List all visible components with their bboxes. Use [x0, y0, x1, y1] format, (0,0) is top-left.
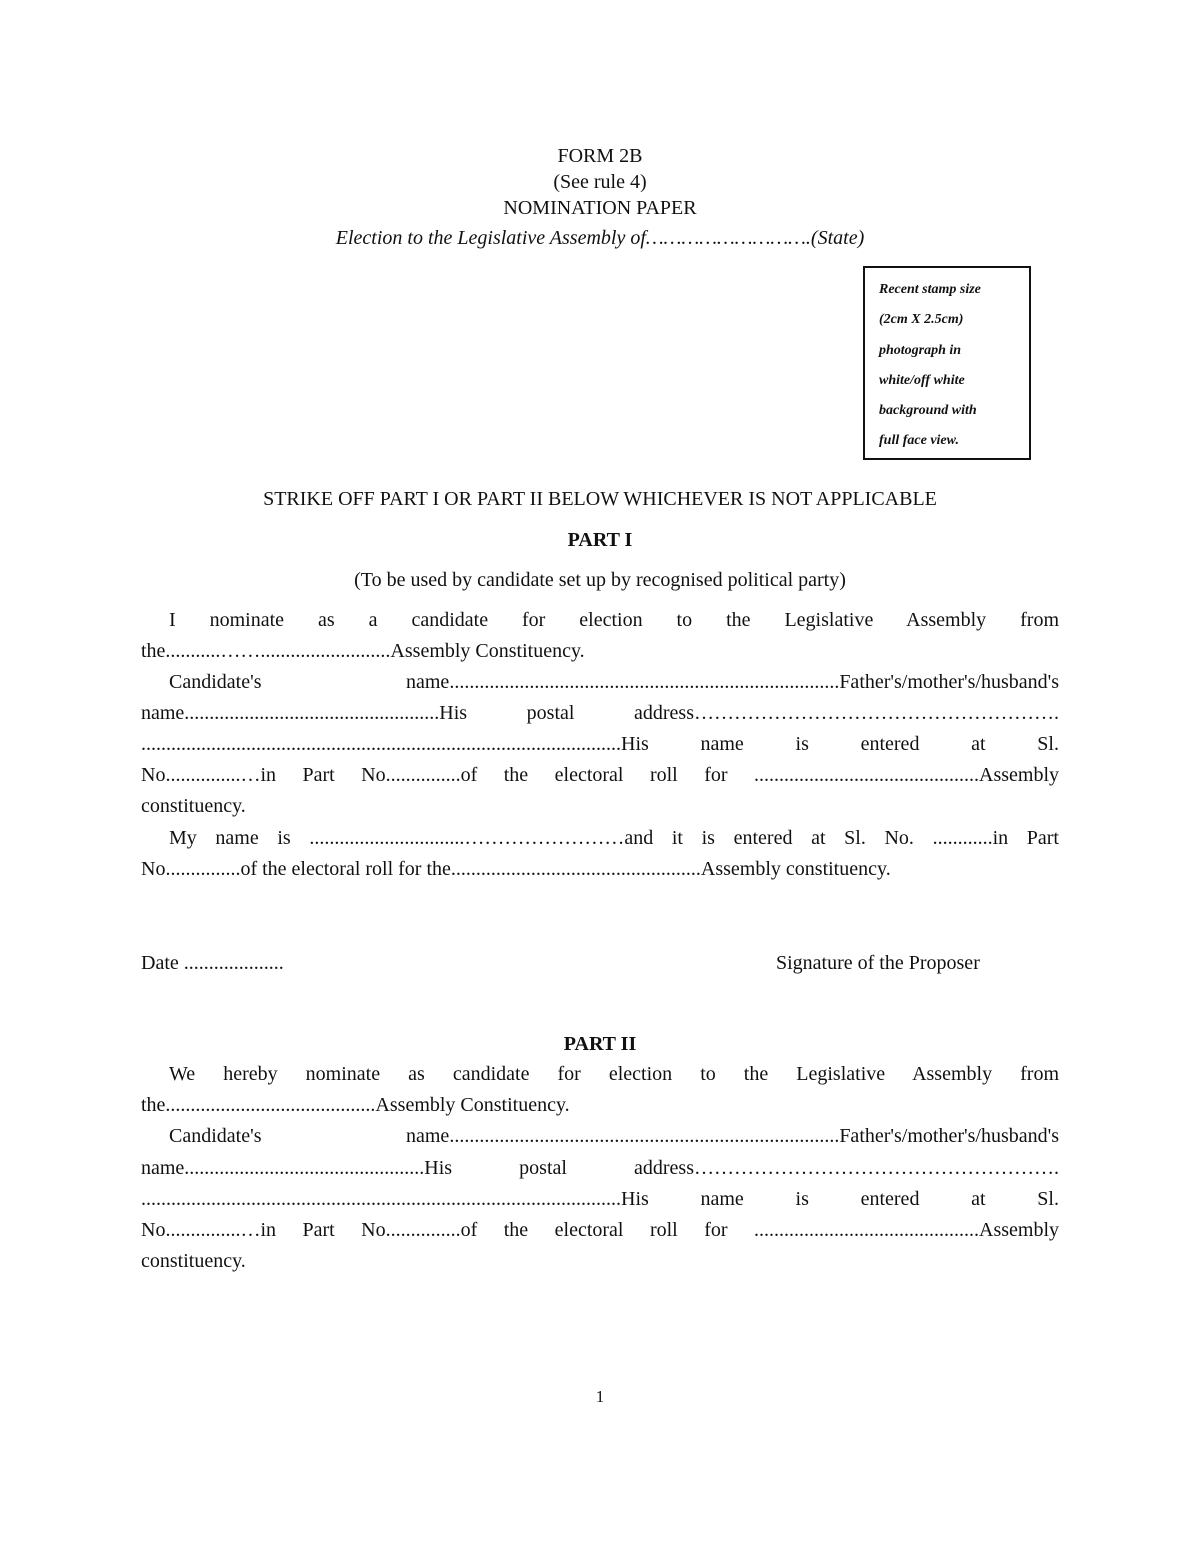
part-1-line: I nominate as a candidate for election to the Legislative Assembly from	[169, 609, 1059, 631]
part-2-heading: PART II	[563, 1033, 637, 1055]
photo-box-line: white/off white	[879, 372, 965, 388]
part-1-line: the...........……..........................Assembly Constituency.	[141, 640, 585, 662]
part-2-line: the..........................................Assembly Constituency.	[141, 1094, 570, 1116]
part-2-line: We hereby nominate as candidate for election to the Legislative Assembly from	[169, 1063, 1059, 1085]
proposer-signature-label: Signature of the Proposer	[776, 952, 980, 974]
part-1-line: constituency.	[141, 795, 246, 817]
part-2-line: No...............…in Part No...............of the electoral roll for .............................................Assembly	[141, 1219, 1059, 1241]
photo-box-line: (2cm X 2.5cm)	[879, 312, 964, 328]
photo-box-line: full face view.	[879, 433, 959, 449]
part-2-line: name................................................His postal address……………………………………………….	[141, 1157, 1059, 1179]
document-title: NOMINATION PAPER	[503, 197, 697, 219]
rule-reference: (See rule 4)	[553, 171, 647, 193]
part-2-line: Candidate's name..............................................................................Father's/mother's/husband's	[169, 1125, 1059, 1147]
photo-box-line: background with	[879, 403, 977, 419]
photo-box-line: Recent stamp size	[879, 282, 981, 297]
strike-off-instruction: STRIKE OFF PART I OR PART II BELOW WHICHEVER IS NOT APPLICABLE	[263, 488, 937, 510]
part-1-subheading: (To be used by candidate set up by recognised political party)	[354, 569, 846, 591]
election-line: Election to the Legislative Assembly of……………………….(State)	[335, 227, 865, 249]
form-title: FORM 2B	[557, 145, 643, 167]
photo-box-line: photograph in	[879, 342, 962, 358]
part-1-line: My name is ...............................……………………and it is entered at Sl. No. ............in Part	[169, 827, 1059, 849]
photograph-placeholder-box	[863, 266, 1031, 460]
part-1-line: ................................................................................................His name is entered at Sl.	[141, 733, 1059, 755]
date-field: Date ....................	[141, 952, 284, 974]
part-2-line: constituency.	[141, 1250, 246, 1272]
part-2-line: ................................................................................................His name is entered at Sl.	[141, 1188, 1059, 1210]
part-1-heading: PART I	[567, 529, 633, 551]
part-1-line: name...................................................His postal address……………………………………………….	[141, 702, 1059, 724]
part-1-line: Candidate's name..............................................................................Father's/mother's/husband's	[169, 671, 1059, 693]
page-number: 1	[595, 1387, 605, 1406]
part-1-line: No...............…in Part No...............of the electoral roll for .............................................Assembly	[141, 764, 1059, 786]
part-1-line: No...............of the electoral roll for the..................................................Assembly constituency.	[141, 858, 891, 880]
